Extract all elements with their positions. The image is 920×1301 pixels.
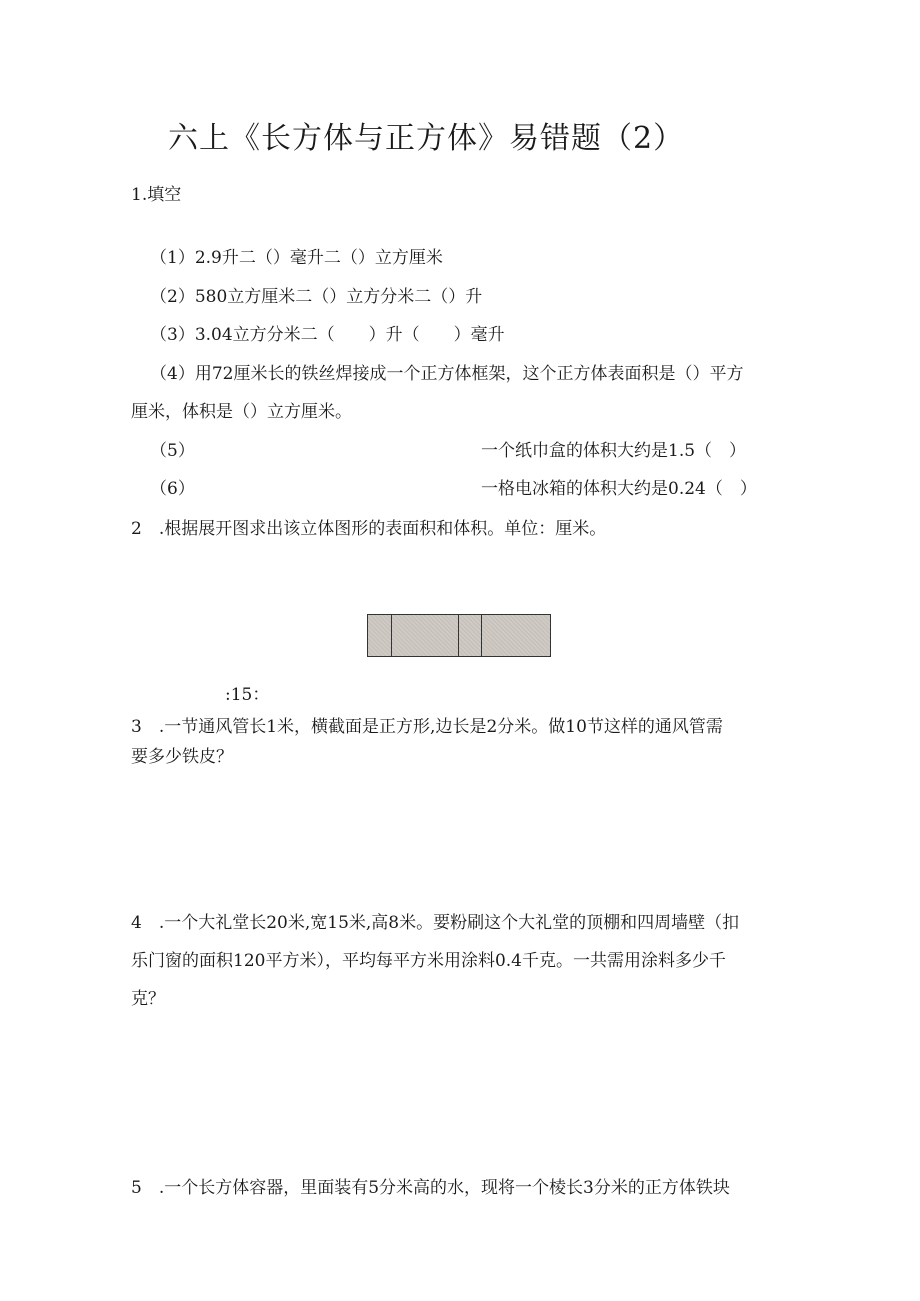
question-1-4-line2: 厘米，体积是（）立方厘米。 bbox=[131, 402, 352, 422]
question-3-line2: 要多少铁皮？ bbox=[131, 747, 233, 767]
net-face-3 bbox=[459, 615, 482, 656]
page-title: 六上《长方体与正方体》易错题（2） bbox=[168, 121, 685, 156]
question-1-6-text: 一格电冰箱的体积大约是0.24（ ） bbox=[481, 479, 757, 499]
section-heading-fill-blank: 1.填空 bbox=[131, 185, 182, 205]
question-4-line3: 克？ bbox=[131, 989, 165, 1009]
question-1-1: （1）2.9升二（）毫升二（）立方厘米 bbox=[150, 248, 443, 268]
net-face-2 bbox=[392, 615, 459, 656]
question-4-line1: 4 .一个大礼堂长20米,宽15米,高8米。要粉刷这个大礼堂的顶棚和四周墙壁（扣 bbox=[131, 913, 740, 933]
figure-dimension-label: :15： bbox=[225, 685, 270, 705]
question-1-3: （3）3.04立方分米二（ ）升（ ）毫升 bbox=[150, 325, 505, 345]
question-4-line2: 乐门窗的面积120平方米），平均每平方米用涂料0.4千克。一共需用涂料多少千 bbox=[131, 951, 726, 971]
question-5-line1: 5 .一个长方体容器，里面装有5分米高的水，现将一个棱长3分米的正方体铁块 bbox=[131, 1178, 730, 1198]
question-1-2: （2）580立方厘米二（）立方分米二（）升 bbox=[150, 287, 483, 307]
net-face-1 bbox=[368, 615, 392, 656]
net-face-4 bbox=[482, 615, 550, 656]
question-1-6-number: （6） bbox=[150, 479, 195, 499]
question-1-4-line1: （4）用72厘米长的铁丝焊接成一个正方体框架，这个正方体表面积是（）平方 bbox=[150, 364, 744, 384]
question-1-5-number: （5） bbox=[150, 441, 195, 461]
question-3-line1: 3 .一节通风管长1米，横截面是正方形,边长是2分米。做10节这样的通风管需 bbox=[131, 717, 723, 737]
question-1-5-text: 一个纸巾盒的体积大约是1.5（ ） bbox=[481, 441, 747, 461]
unfolded-net-figure bbox=[367, 614, 551, 657]
question-2: 2 .根据展开图求出该立体图形的表面积和体积。单位：厘米。 bbox=[131, 519, 607, 539]
